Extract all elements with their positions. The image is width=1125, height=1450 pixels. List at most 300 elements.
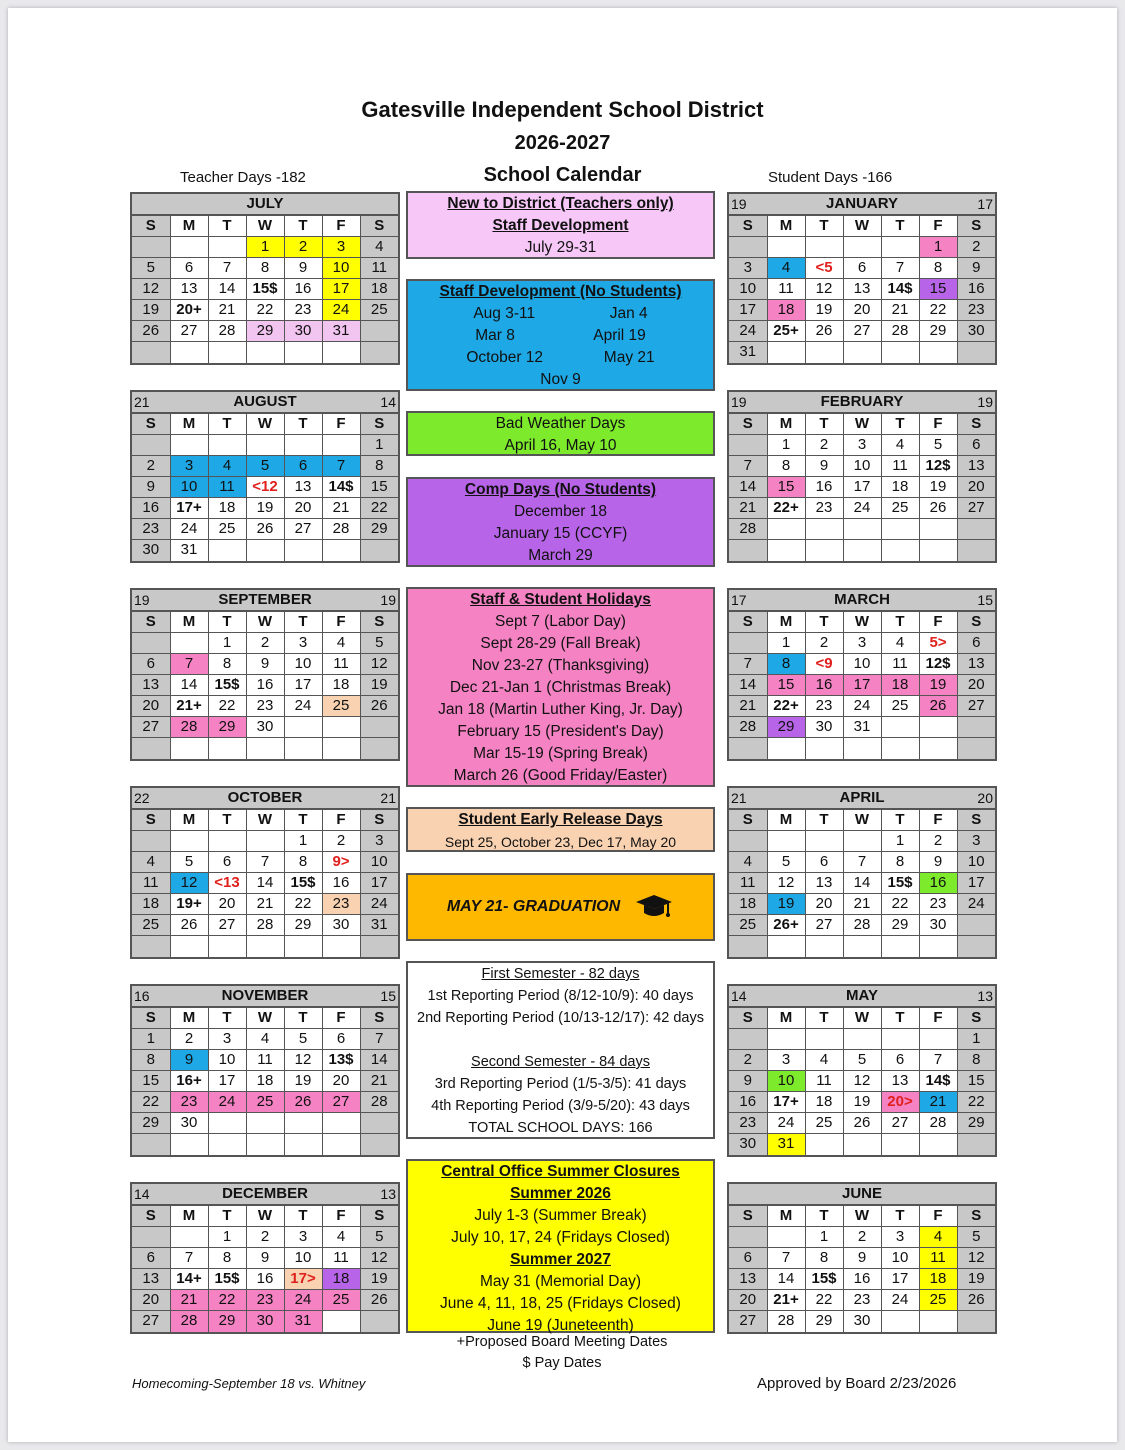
comp-days-box [406,477,715,567]
summer-closure: July 10, 17, 24 (Fridays Closed) [451,1229,670,1246]
calendar-day: 9 [843,1248,881,1269]
calendar-day: 17 [843,477,881,498]
calendar-day [322,1113,360,1134]
calendar-day: 4 [208,456,246,477]
calendar-day: 29 [919,321,957,342]
bad-weather-dates: April 16, May 10 [504,437,617,454]
calendar-day [957,738,995,759]
weekday-header: S [957,1206,995,1227]
calendar-day: 24 [843,696,881,717]
calendar-day: 1 [208,633,246,654]
calendar-day: 7 [843,852,881,873]
calendar-day [805,831,843,852]
calendar-day [208,540,246,561]
calendar-day [208,831,246,852]
student-days-count: 22 [134,790,150,806]
holiday-item: Jan 18 (Martin Luther King, Jr. Day) [438,701,683,718]
calendar-day [360,321,398,342]
calendar-day [919,540,957,561]
early-release-box [406,807,715,852]
weekday-header: M [767,1008,805,1029]
calendar-day [360,1311,398,1332]
calendar-day: 12 [132,279,170,300]
calendar-day: 10 [767,1071,805,1092]
month-name: JUNE [841,1185,882,1202]
calendar-day: 16 [805,675,843,696]
calendar-day: 8 [208,1248,246,1269]
month-header [132,194,398,215]
calendar-day: 28 [170,717,208,738]
calendar-day: 15 [957,1071,995,1092]
calendar-day: 23 [957,300,995,321]
calendar-day [843,519,881,540]
calendar-day: 9 [284,258,322,279]
calendar-day: 22 [246,300,284,321]
weekday-header: F [919,810,957,831]
calendar-day [805,738,843,759]
calendar-day: 26 [170,915,208,936]
calendar-day: 17> [284,1269,322,1290]
calendar-day: 17 [322,279,360,300]
calendar-day [729,1227,767,1248]
calendar-day [360,936,398,957]
calendar-day: 21 [729,696,767,717]
calendar-day: 16 [284,279,322,300]
calendar-day: 20 [132,1290,170,1311]
calendar-day: 17 [284,675,322,696]
calendar-day: 16+ [170,1071,208,1092]
student-days-count: 13 [380,1186,396,1202]
weekday-header: S [360,612,398,633]
calendar-day: 24 [284,696,322,717]
calendar-day: 12 [284,1050,322,1071]
calendar-day: 19 [284,1071,322,1092]
calendar-day [322,540,360,561]
calendar-day [843,342,881,363]
calendar-day [208,936,246,957]
calendar-day [322,435,360,456]
weekday-header: W [843,414,881,435]
calendar-day [246,540,284,561]
weekday-header: W [246,810,284,831]
calendar-day: 9 [805,456,843,477]
calendar-day: 10 [957,852,995,873]
calendar-day [805,936,843,957]
month-header [729,194,995,215]
calendar-day: 1 [360,435,398,456]
calendar-day: 9 [132,477,170,498]
weekday-header: M [767,1206,805,1227]
student-days-count: 14 [380,394,396,410]
calendar-day: 14$ [881,279,919,300]
calendar-day [729,540,767,561]
summer-2027-heading: Summer 2027 [510,1251,611,1268]
bad-weather-heading: Bad Weather Days [495,415,626,432]
calendar-day: 7 [208,258,246,279]
weekday-header: T [208,1206,246,1227]
calendar-day: 13 [957,456,995,477]
calendar-day [805,540,843,561]
calendar-day: 27 [284,519,322,540]
calendar-day: 20+ [170,300,208,321]
calendar-day: 25 [208,519,246,540]
calendar-day: 16 [322,873,360,894]
calendar-day: 30 [170,1113,208,1134]
calendar-day [132,831,170,852]
weekday-header: T [208,1008,246,1029]
calendar-day: 29 [805,1311,843,1332]
calendar-day: 25 [322,696,360,717]
calendar-day: 9 [729,1071,767,1092]
calendar-day: 13 [170,279,208,300]
calendar-day [843,237,881,258]
month-december [130,1182,400,1334]
student-days-count: 15 [977,592,993,608]
calendar-day: 23 [284,300,322,321]
student-days-count: 19 [977,394,993,410]
calendar-day: 16 [729,1092,767,1113]
second-semester-heading: Second Semester - 84 days [471,1054,650,1070]
summer-closure: June 4, 11, 18, 25 (Fridays Closed) [440,1295,681,1312]
calendar-day: 11 [919,1248,957,1269]
calendar-day: 2 [729,1050,767,1071]
calendar-day: 29 [208,717,246,738]
calendar-day [957,519,995,540]
weekday-header: T [208,810,246,831]
calendar-day: 29 [246,321,284,342]
calendar-day: 7 [246,852,284,873]
calendar-day: 2 [322,831,360,852]
calendar-day [284,738,322,759]
calendar-day [957,915,995,936]
calendar-day: 24 [322,300,360,321]
calendar-day: 29 [360,519,398,540]
calendar-day: 26 [246,519,284,540]
comp-day: January 15 (CCYF) [493,525,628,542]
calendar-day: 6 [729,1248,767,1269]
calendar-day: 21 [881,300,919,321]
weekday-header: M [170,810,208,831]
calendar-day: 25 [919,1290,957,1311]
calendar-day: 10 [208,1050,246,1071]
calendar-day: 30 [919,915,957,936]
summer-closures-heading: Central Office Summer Closures [441,1163,680,1180]
calendar-day: 13 [957,654,995,675]
calendar-day: 2 [170,1029,208,1050]
calendar-day: <12 [246,477,284,498]
calendar-day: 27 [208,915,246,936]
staff-dev-date: Jan 4 [609,305,648,322]
calendar-day [132,738,170,759]
weekday-header: W [246,216,284,237]
weekday-header: W [843,810,881,831]
staff-dev-date: Mar 8 [475,327,515,344]
early-release-heading: Student Early Release Days [458,811,663,828]
weekday-header: T [881,414,919,435]
calendar-day: 26 [805,321,843,342]
month-header [729,788,995,809]
calendar-day: 14 [246,873,284,894]
month-header [132,590,398,611]
calendar-day: 31 [360,915,398,936]
calendar-day: 4 [360,237,398,258]
calendar-day [729,738,767,759]
weekday-header: S [360,810,398,831]
calendar-day: 11 [132,873,170,894]
weekday-header: F [919,414,957,435]
month-may [727,984,997,1157]
calendar-day: 16 [843,1269,881,1290]
calendar-day: 14$ [322,477,360,498]
calendar-day: 4 [881,633,919,654]
calendar-day: 26 [360,1290,398,1311]
calendar-day: 10 [843,654,881,675]
calendar-day: 19 [132,300,170,321]
graduation-box [406,873,715,941]
weekday-header: S [360,216,398,237]
staff-development-no-students-heading: Staff Development (No Students) [439,283,682,300]
weekday-header: S [729,612,767,633]
calendar-day: 15 [132,1071,170,1092]
month-name: JANUARY [826,195,898,212]
calendar-day: 14+ [170,1269,208,1290]
student-days-count: 19 [380,592,396,608]
weekday-header: T [881,810,919,831]
calendar-day [360,1113,398,1134]
calendar-day: 15$ [881,873,919,894]
month-september [130,588,400,761]
calendar-day: 29 [284,915,322,936]
calendar-day: 18 [729,894,767,915]
calendar-day: 14 [767,1269,805,1290]
calendar-day: 1 [132,1029,170,1050]
calendar-day [208,738,246,759]
calendar-day: 20 [132,696,170,717]
calendar-day: 31 [767,1134,805,1155]
calendar-day: 26 [919,498,957,519]
calendar-day [767,936,805,957]
month-june [727,1182,997,1334]
calendar-day [767,237,805,258]
school-year: 2026-2027 [514,132,611,154]
weekday-header: T [284,216,322,237]
weekday-header: F [919,1008,957,1029]
calendar-day: 30 [729,1134,767,1155]
calendar-day: 26 [360,696,398,717]
calendar-day: 5 [957,1227,995,1248]
calendar-day: 25 [132,915,170,936]
calendar-day [881,519,919,540]
calendar-day [805,342,843,363]
calendar-day: 24 [729,321,767,342]
weekday-header: S [957,414,995,435]
calendar-day: 8 [767,456,805,477]
weekday-header: T [881,216,919,237]
calendar-day: 29 [957,1113,995,1134]
calendar-day: 2 [957,237,995,258]
calendar-day: 11 [729,873,767,894]
calendar-day: 30 [284,321,322,342]
calendar-day: 3 [360,831,398,852]
calendar-day: <5 [805,258,843,279]
holiday-item: February 15 (President's Day) [457,723,664,740]
calendar-day: 26+ [767,915,805,936]
month-header [132,1184,398,1205]
month-january [727,192,997,365]
calendar-day: 21 [246,894,284,915]
calendar-day: 11 [322,654,360,675]
calendar-day [957,342,995,363]
weekday-header: T [284,414,322,435]
weekday-header: W [843,612,881,633]
holiday-item: Nov 23-27 (Thanksgiving) [471,657,650,674]
calendar-day: 27 [170,321,208,342]
student-days-count: 19 [731,196,747,212]
calendar-day: 26 [957,1290,995,1311]
calendar-day: 4 [767,258,805,279]
calendar-day [919,738,957,759]
calendar-day: 23 [729,1113,767,1134]
reporting-period: 2nd Reporting Period (10/13-12/17): 42 days [417,1010,704,1026]
calendar-day: 23 [843,1290,881,1311]
calendar-day: 7 [767,1248,805,1269]
calendar-day: 12$ [919,654,957,675]
calendar-day [284,1113,322,1134]
staff-dev-date: May 21 [603,349,655,366]
month-july [130,192,400,365]
weekday-header: F [919,612,957,633]
calendar-day [919,717,957,738]
calendar-day: 1 [208,1227,246,1248]
calendar-day [843,936,881,957]
calendar-day: 2 [805,633,843,654]
weekday-header: S [729,216,767,237]
weekday-header: F [919,1206,957,1227]
calendar-day: 22 [132,1092,170,1113]
calendar-day: 15 [767,675,805,696]
calendar-day: 14 [170,675,208,696]
calendar-day: 27 [729,1311,767,1332]
calendar-day: 13 [284,477,322,498]
calendar-day: 15$ [246,279,284,300]
weekday-header: M [170,1008,208,1029]
pay-dates-legend: $ Pay Dates [522,1355,602,1371]
calendar-day: 12 [805,279,843,300]
calendar-day: 18 [132,894,170,915]
calendar-day [132,936,170,957]
calendar-day: 6 [322,1029,360,1050]
calendar-day: 6 [132,1248,170,1269]
calendar-day: 21 [919,1092,957,1113]
calendar-day: 9 [170,1050,208,1071]
calendar-day [805,519,843,540]
calendar-day: 23 [805,498,843,519]
calendar-day: 22 [957,1092,995,1113]
weekday-header: F [322,810,360,831]
calendar-day [767,738,805,759]
weekday-header: T [805,612,843,633]
calendar-day [881,237,919,258]
calendar-day [208,1113,246,1134]
calendar-day: 18 [246,1071,284,1092]
calendar-day: 21+ [170,696,208,717]
calendar-day: 5 [284,1029,322,1050]
calendar-day: 13 [729,1269,767,1290]
weekday-header: S [132,1206,170,1227]
calendar-day: 13 [132,1269,170,1290]
calendar-day: 8 [208,654,246,675]
weekday-header: M [170,216,208,237]
calendar-day: 21+ [767,1290,805,1311]
calendar-day: 19 [767,894,805,915]
calendar-day [767,1227,805,1248]
calendar-day: 4 [919,1227,957,1248]
calendar-day: 30 [132,540,170,561]
holiday-item: Dec 21-Jan 1 (Christmas Break) [449,679,672,696]
calendar-day: 22 [919,300,957,321]
calendar-day: 27 [843,321,881,342]
calendar-day: 10 [729,279,767,300]
calendar-day [246,738,284,759]
month-october [130,786,400,959]
student-days-count: 15 [380,988,396,1004]
calendar-day: 21 [729,498,767,519]
calendar-day: 2 [919,831,957,852]
calendar-day: 22 [360,498,398,519]
calendar-day: 9> [322,852,360,873]
calendar-day [729,1029,767,1050]
holiday-item: Sept 7 (Labor Day) [495,613,626,630]
calendar-day: 10 [170,477,208,498]
calendar-day: 5 [132,258,170,279]
calendar-day [729,633,767,654]
calendar-day: 6 [170,258,208,279]
calendar-day: 21 [843,894,881,915]
calendar-day: 10 [843,456,881,477]
weekday-header: S [132,216,170,237]
weekday-header: T [881,1008,919,1029]
calendar-day: 10 [881,1248,919,1269]
calendar-day: 16 [246,1269,284,1290]
calendar-day: 20 [284,498,322,519]
weekday-header: S [360,414,398,435]
calendar-day: 7 [729,654,767,675]
calendar-day: 30 [246,717,284,738]
student-days-count: 19 [731,394,747,410]
calendar-day: 12 [360,654,398,675]
calendar-day: 17 [208,1071,246,1092]
staff-dev-date: Nov 9 [540,371,581,388]
weekday-header: T [805,1206,843,1227]
homecoming-note: Homecoming-September 18 vs. Whitney [132,1376,366,1391]
calendar-day: 8 [957,1050,995,1071]
calendar-day: 10 [322,258,360,279]
calendar-day: 28 [919,1113,957,1134]
calendar-day: 7 [919,1050,957,1071]
calendar-day: 9 [919,852,957,873]
weekday-header: T [284,612,322,633]
calendar-day: 14 [729,675,767,696]
calendar-day: 26 [843,1113,881,1134]
calendar-day: 2 [805,435,843,456]
student-days-count: 17 [731,592,747,608]
calendar-day: 25 [360,300,398,321]
staff-development-box [406,279,715,391]
bad-weather-box [406,411,715,456]
calendar-day: 1 [767,633,805,654]
calendar-day: 4 [881,435,919,456]
weekday-header: W [246,612,284,633]
